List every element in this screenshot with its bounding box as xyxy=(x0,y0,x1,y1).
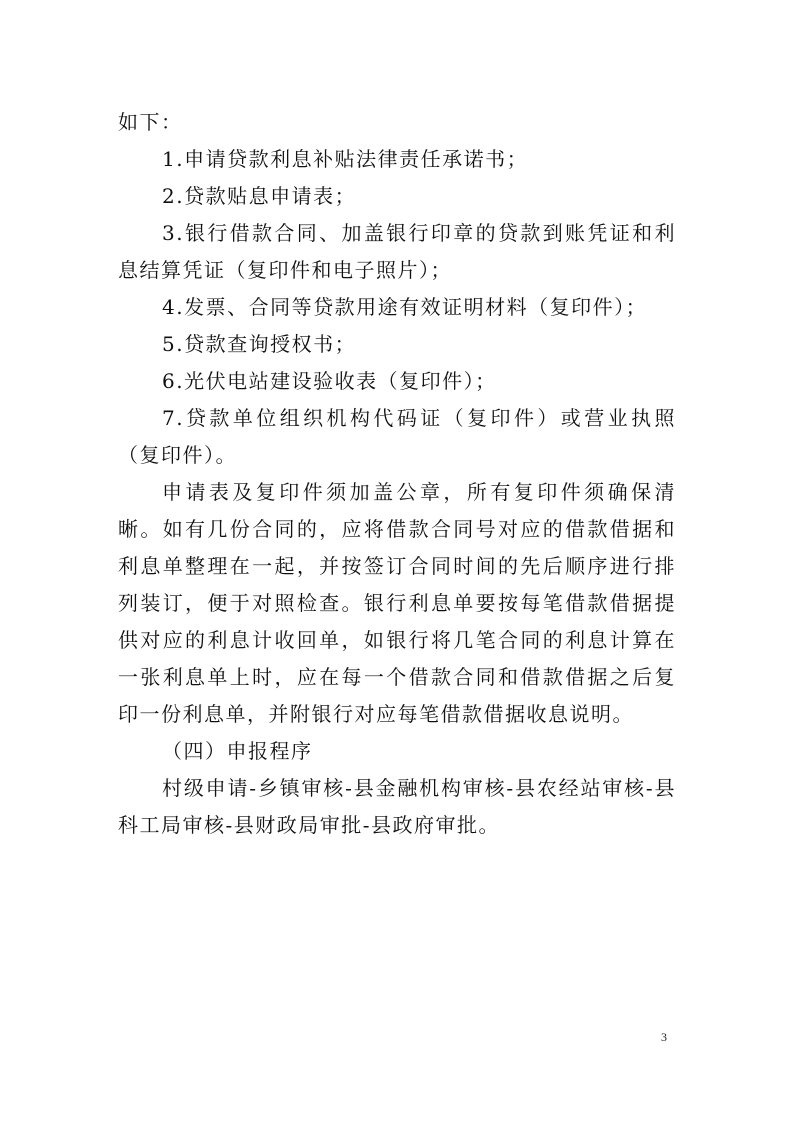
list-item: 3.银行借款合同、加盖银行印章的贷款到账凭证和利息结算凭证（复印件和电子照片）； xyxy=(118,221,676,282)
list-item: 4.发票、合同等贷款用途有效证明材料（复印件）； xyxy=(162,295,648,319)
body-paragraph: 申请表及复印件须加盖公章，所有复印件须确保清晰。如有几份合同的，应将借款合同号对应的借款借据和利息单整理在一起，并按签订合同时间的先后顺序进行排列装订，便于对照检查。银行利息单要按每笔借款借据提供对应的利息计收回单，如银行将几笔合同的利息计算在一张利息单上时，应在每一个借款合同和借款借据之后复印一份利息单，并附银行对应每笔借款借据收息说明。 xyxy=(118,480,676,726)
body-paragraph: 村级申请-乡镇审核-县金融机构审核-县农经站审核-县科工局审核-县财政局审批-县政府审批。 xyxy=(118,776,676,837)
list-item: 6.光伏电站建设验收表（复印件）； xyxy=(162,369,497,393)
section-heading: （四）申报程序 xyxy=(162,739,313,763)
intro-text: 如下： xyxy=(118,110,183,134)
list-item: 7.贷款单位组织机构代码证（复印件）或营业执照（复印件）。 xyxy=(118,406,676,467)
page-number: 3 xyxy=(661,1030,667,1044)
document-body xyxy=(118,104,676,844)
list-item: 2.贷款贴息申请表； xyxy=(162,184,357,208)
list-item: 5.贷款查询授权书； xyxy=(162,332,357,356)
list-item: 1.申请贷款利息补贴法律责任承诺书； xyxy=(162,147,529,171)
